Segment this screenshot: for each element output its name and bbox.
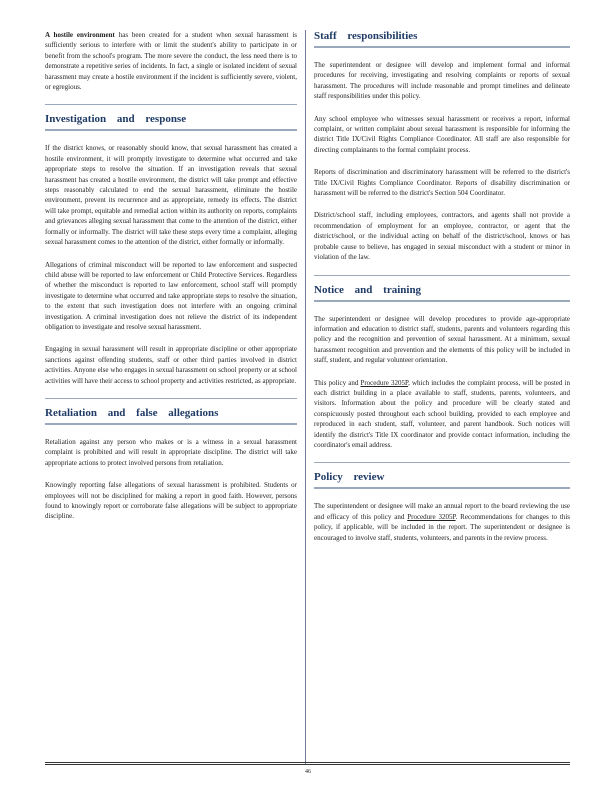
retaliation-heading: Retaliation and false allegations [45,407,297,425]
footer-rule [45,762,570,763]
staff-section [314,30,570,48]
investigation-paragraph-3: Engaging in sexual harassment will result in appropriate discipline or other appropriate sanctions against offending students, staff or other third parties involved in district activities. Anyone else who engages in sexual harassment on school property or at school activities will have their access to school property and activities restricted, as appropriate. [45,345,297,385]
staff-paragraph-1: The superintendent or designee will develop and implement formal and informal procedures for receiving, investigating and resolving complaints or reports of sexual harassment. The procedures will include reasonable and prompt timelines and delineate staff responsibilities under this policy. [314,61,570,101]
review-paragraph-1: The superintendent or designee will make an annual report to the board reviewing the use and efficacy of this policy and Procedure 3205P. Recommendations for changes to this policy, if applicable, will be included in the report. The superintendent or designee is encouraged to involve staff, students, volunteers, and parents in the review process. [314,502,570,542]
hostile-term: A hostile environment [45,31,115,39]
notice-paragraph-2: This policy and Procedure 3205P, which includes the complaint process, will be posted in each district building in a place available to staff, students, parents, volunteers, and visitors. Information about the policy and procedure will be clearly stated and conspicuously posted throughout each school building, provided to each employee and reproduced in each student, staff, volunteer, and parent handbook. Such notices will identify the district's Title IX coordinator and provide contact information, including the coordinator's email address. [314,378,570,449]
staff-paragraph-2: Any school employee who witnesses sexual harassment or receives a report, informal complaint, or written complaint about sexual harassment is responsible for informing the district Title IX/Civil Rights Compliance Coordinator. All staff are also responsible for directing complainants to the formal complaint process. [314,114,570,154]
footer-rule-secondary [45,764,570,765]
staff-paragraph-3: Reports of discrimination and discriminatory harassment will be referred to the district's Title IX/Civil Rights Compliance Coordinator. Reports of disability discrimination or harassment will be referred to the district's Section 504 Coordinator. [314,168,570,198]
page-number: 46 [305,769,311,775]
right-column [314,30,570,543]
investigation-paragraph-2: Allegations of criminal misconduct will be reported to law enforcement and suspected child abuse will be reported to law enforcement or Child Protective Services. Regardless of whether the misconduct is reported to law enforcement, school staff will promptly investigate to determine what occurred and take appropriate steps to resolve the situation, to the extent that such investigation does not interfere with an ongoing criminal investigation. A criminal investigation does not relieve the district of its independent obligation to investigate and resolve sexual harassment. [45,260,297,331]
left-column [45,30,297,522]
investigation-heading: Investigation and response [45,113,297,131]
retaliation-paragraph-2: Knowingly reporting false allegations of sexual harassment is prohibited. Students or employees will not be disciplined for making a report in good faith. However, persons found to knowingly report or corroborate false allegations will be subject to appropriate discipline. [45,481,297,521]
hostile-environment-paragraph [45,30,297,92]
notice-section [314,275,570,302]
hostile-text: has been created for a student when sexual harassment is sufficiently serious to interfere with or limit the student's ability to participate in or benefit from the school's program. The more severe the conduct, the less need there is to demonstrate a repetitive series of incidents. In fact, a single or isolated incident of sexual harassment may create a hostile environment if the incident is sufficiently severe, violent, or egregious. [45,31,297,92]
staff-paragraph-4: District/school staff, including employees, contractors, and agents shall not provide a recommendation of employment for an employee, contractor, or agent that the district/school, or the individual acting on behalf of the district/school, knows or has probable cause to believe, has engaged in sexual misconduct with a student or minor in violation of the law. [314,211,570,262]
review-heading: Policy review [314,471,570,489]
retaliation-paragraph-1: Retaliation against any person who makes or is a witness in a sexual harassment complaint is prohibited and will result in appropriate discipline. The district will take appropriate actions to protect involved persons from retaliation. [45,437,297,467]
notice-paragraph-1: The superintendent or designee will develop procedures to provide age-appropriate information and education to district staff, students, parents and volunteers regarding this policy and the recognition and prevention of sexual harassment. At a minimum, sexual harassment recognition and prevention and the elements of this policy will be included in staff, student, and regular volunteer orientation. [314,314,570,365]
staff-heading: Staff responsibilities [314,30,570,48]
procedure-link[interactable]: Procedure 3205P [360,378,409,387]
review-section [314,462,570,489]
investigation-paragraph-1: If the district knows, or reasonably should know, that sexual harassment has created a hostile environment, it will promptly investigate to determine what occurred and take appropriate steps to resolve the situation. If an investigation reveals that sexual harassment has created a hostile environment, the district will take prompt and effective steps reasonably calculated to end the sexual harassment, eliminate the hostile environment, prevent its recurrence and as appropriate, remedy its effects. The district will take prompt, equitable and remedial action within its authority on reports, complaints and grievances alleging sexual harassment that come to the attention of the district, either formally or informally. The district will take these steps every time a complaint, alleging sexual harassment comes to the attention of the district, either formally or informally. [45,144,297,247]
retaliation-section [45,398,297,425]
investigation-section [45,104,297,131]
column-divider [305,30,306,764]
procedure-link[interactable]: Procedure 3205P [407,512,456,521]
notice-heading: Notice and training [314,284,570,302]
